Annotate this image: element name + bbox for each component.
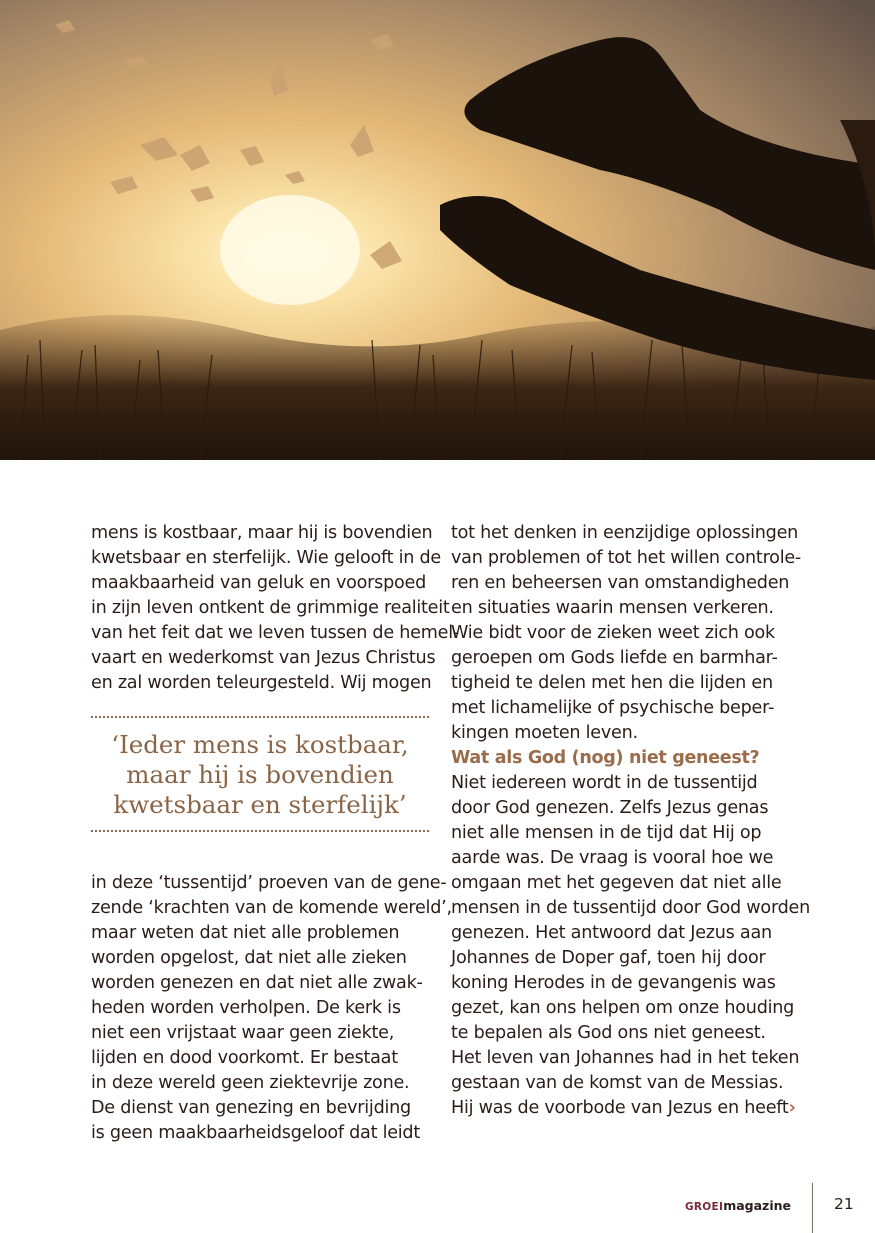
body-line: kwetsbaar en sterfelijk. Wie gelooft in de <box>91 548 441 568</box>
body-line: in deze ‘tussentijd’ proeven van de gene- <box>91 873 447 893</box>
body-line-last <box>451 1096 799 1121</box>
body-line: genezen. Het antwoord dat Jezus aan <box>451 923 772 943</box>
magazine-brand <box>685 1198 791 1213</box>
body-line: maar weten dat niet alle problemen <box>91 923 400 943</box>
continue-arrow-icon: › <box>788 1098 796 1118</box>
body-line: lijden en dood voorkomt. Er bestaat <box>91 1048 398 1068</box>
body-line: koning Herodes in de gevangenis was <box>451 973 776 993</box>
footer-divider <box>812 1183 813 1233</box>
pull-quote-line: kwetsbaar en sterfelijk’ <box>113 790 407 819</box>
body-line: mensen in de tussentijd door God worden <box>451 898 811 918</box>
body-line: en zal worden teleurgesteld. Wij mogen <box>91 673 432 693</box>
body-line: tot het denken in eenzijdige oplossingen <box>451 523 799 543</box>
body-line: aarde was. De vraag is vooral hoe we <box>451 848 774 868</box>
body-line: en situaties waarin mensen verkeren. <box>451 598 774 618</box>
pull-quote-line: ‘Ieder mens is kostbaar, <box>111 730 409 759</box>
body-line: niet alle mensen in de tijd dat Hij op <box>451 823 762 843</box>
pull-quote-text <box>91 718 429 830</box>
brand-name-magazine: magazine <box>723 1198 791 1213</box>
pull-quote-line: maar hij is bovendien <box>126 760 394 789</box>
body-line-text: Hij was de voorbode van Jezus en heeft <box>451 1098 789 1118</box>
body-line: door God genezen. Zelfs Jezus genas <box>451 798 769 818</box>
body-line: met lichamelijke of psychische beper- <box>451 698 775 718</box>
body-line: kingen moeten leven. <box>451 723 638 743</box>
body-line: heden worden verholpen. De kerk is <box>91 998 401 1018</box>
body-line: van het feit dat we leven tussen de hemel- <box>91 623 459 643</box>
body-line: gestaan van de komst van de Messias. <box>451 1073 784 1093</box>
body-line: Johannes de Doper gaf, toen hij door <box>451 948 766 968</box>
dotted-divider <box>91 830 429 832</box>
pull-quote <box>91 716 429 832</box>
body-line: tigheid te delen met hen die lijden en <box>451 673 773 693</box>
page-number: 21 <box>834 1195 854 1213</box>
body-line: geroepen om Gods liefde en barmhar- <box>451 648 778 668</box>
right-column <box>451 521 811 1121</box>
body-line: van problemen of tot het willen controle- <box>451 548 802 568</box>
body-line: zende ‘krachten van de komende wereld’, <box>91 898 452 918</box>
brand-name-groei: GROEI <box>685 1201 724 1213</box>
body-line: is geen maakbaarheidsgeloof dat leidt <box>91 1123 421 1143</box>
body-line: mens is kostbaar, maar hij is bovendien <box>91 523 433 543</box>
body-line: vaart en wederkomst van Jezus Christus <box>91 648 436 668</box>
body-line: in deze wereld geen ziektevrije zone. <box>91 1073 410 1093</box>
body-line: Het leven van Johannes had in het teken <box>451 1048 800 1068</box>
body-line: te bepalen als God ons niet geneest. <box>451 1023 766 1043</box>
left-column-bottom <box>91 871 452 1146</box>
body-line: maakbaarheid van geluk en voorspoed <box>91 573 426 593</box>
body-line: omgaan met het gegeven dat niet alle <box>451 873 782 893</box>
body-line: worden genezen en dat niet alle zwak- <box>91 973 423 993</box>
body-line: De dienst van genezing en bevrijding <box>91 1098 411 1118</box>
body-line: worden opgelost, dat niet alle zieken <box>91 948 407 968</box>
sunset-hands-birds-illustration <box>0 0 875 460</box>
left-column-top <box>91 521 459 696</box>
body-line: in zijn leven ontkent de grimmige realiteit <box>91 598 450 618</box>
body-line: gezet, kan ons helpen om onze houding <box>451 998 795 1018</box>
body-line: Wie bidt voor de zieken weet zich ook <box>451 623 775 643</box>
body-line: Niet iedereen wordt in de tussentijd <box>451 773 758 793</box>
body-line: niet een vrijstaat waar geen ziekte, <box>91 1023 395 1043</box>
hero-photo <box>0 0 875 460</box>
body-line: ren en beheersen van omstandigheden <box>451 573 790 593</box>
section-subheading: Wat als God (nog) niet geneest? <box>451 748 760 768</box>
